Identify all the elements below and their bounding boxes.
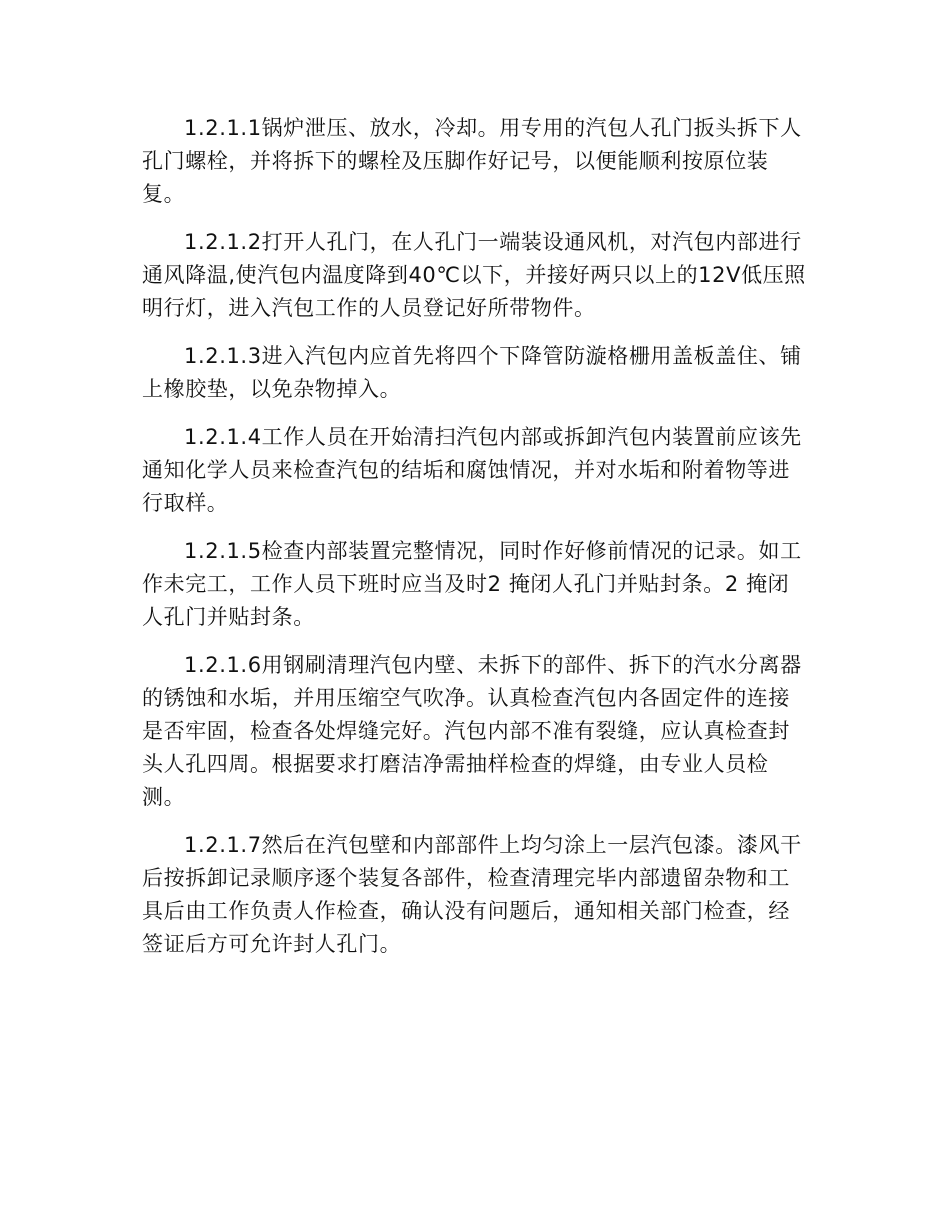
paragraph-1-2-1-5: 1.2.1.5检查内部装置完整情况，同时作好修前情况的记录。如工作未完工，工作人员下班时应当及时2 掩闭人孔门并贴封条。2 掩闭人孔门并贴封条。 xyxy=(142,539,802,629)
paragraph-1-2-1-6: 1.2.1.6用钢刷清理汽包内壁、未拆下的部件、拆下的汽水分离器的锈蚀和水垢，并用压缩空气吹净。认真检查汽包内各固定件的连接是否牢固，检查各处焊缝完好。汽包内部不准有裂缝，应认真检查封头人孔四周。根据要求打磨洁净需抽样检查的焊缝，由专业人员检测。 xyxy=(142,653,802,809)
paragraph-1-2-1-2: 1.2.1.2打开人孔门，在人孔门一端装设通风机，对汽包内部进行通风降温,使汽包内温度降到40℃以下，并接好两只以上的12V低压照明行灯，进入汽包工作的人员登记好所带物件。 xyxy=(142,230,806,320)
document-body xyxy=(142,112,810,976)
paragraph-1-2-1-7: 1.2.1.7然后在汽包壁和内部部件上均匀涂上一层汽包漆。漆风干后按拆卸记录顺序逐个装复各部件，检查清理完毕内部遗留杂物和工具后由工作负责人作检查，确认没有问题后，通知相关部门检查，经签证后方可允许封人孔门。 xyxy=(142,833,802,956)
paragraph-1-2-1-4: 1.2.1.4工作人员在开始清扫汽包内部或拆卸汽包内装置前应该先通知化学人员来检查汽包的结垢和腐蚀情况，并对水垢和附着物等进行取样。 xyxy=(142,425,802,515)
paragraph-1-2-1-3: 1.2.1.3进入汽包内应首先将四个下降管防漩格栅用盖板盖住、铺上橡胶垫，以免杂物掉入。 xyxy=(142,344,802,401)
paragraph-1-2-1-1: 1.2.1.1锅炉泄压、放水，冷却。用专用的汽包人孔门扳头拆下人孔门螺栓，并将拆下的螺栓及压脚作好记号，以便能顺利按原位装复。 xyxy=(142,116,802,206)
